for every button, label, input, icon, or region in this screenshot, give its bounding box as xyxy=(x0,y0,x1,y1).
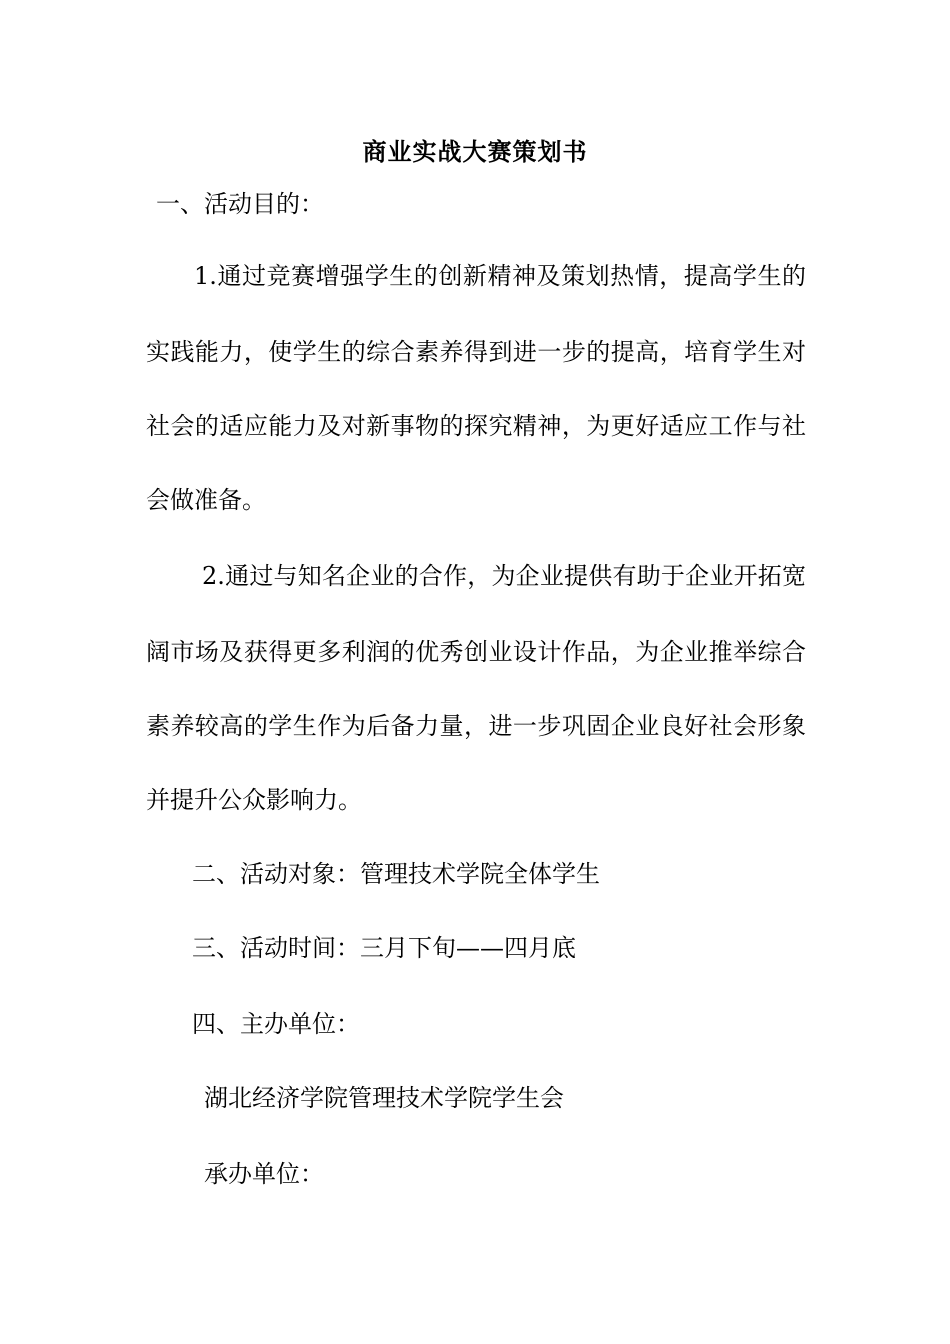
document-title: 商业实战大赛策划书 xyxy=(362,137,588,166)
organizer-name: 湖北经济学院管理技术学院学生会 xyxy=(204,1084,564,1112)
paragraph-line: 社会的适应能力及对新事物的探究精神，为更好适应工作与社 xyxy=(146,412,806,440)
section-activity-time: 三、活动时间：三月下旬——四月底 xyxy=(192,934,576,962)
paragraph-line: 阔市场及获得更多利润的优秀创业设计作品，为企业推举综合 xyxy=(146,638,806,666)
paragraph-line: 2.通过与知名企业的合作，为企业提供有助于企业开拓宽 xyxy=(202,562,806,590)
paragraph-line: 会做准备。 xyxy=(146,486,266,514)
paragraph-line: 素养较高的学生作为后备力量，进一步巩固企业良好社会形象 xyxy=(146,712,806,740)
section-heading-purpose: 一、活动目的： xyxy=(156,190,324,218)
paragraph-line: 1.通过竞赛增强学生的创新精神及策划热情，提高学生的 xyxy=(194,262,806,290)
paragraph-line: 并提升公众影响力。 xyxy=(146,786,362,814)
paragraph-line: 实践能力，使学生的综合素养得到进一步的提高，培育学生对 xyxy=(146,338,806,366)
co-organizer-label: 承办单位： xyxy=(204,1160,324,1188)
section-target-audience: 二、活动对象：管理技术学院全体学生 xyxy=(192,860,600,888)
section-heading-organizer: 四、主办单位： xyxy=(192,1010,360,1038)
